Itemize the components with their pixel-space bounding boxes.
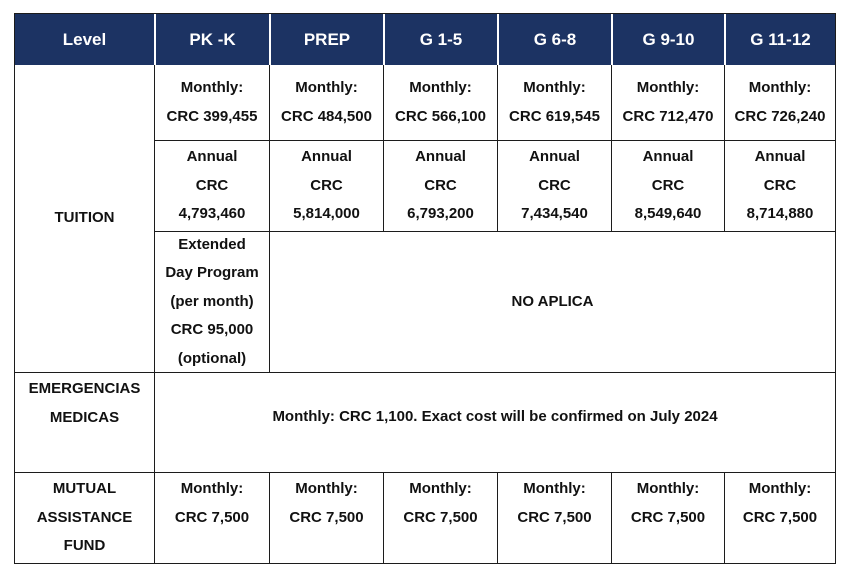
header-col-label: PK -K (189, 29, 236, 49)
monthly-label: Monthly: (748, 79, 812, 96)
emergencias-label-line: MEDICAS (49, 408, 120, 426)
header-prep (269, 14, 383, 65)
header-pk-k (154, 14, 269, 65)
monthly-label: Monthly: (409, 79, 472, 96)
tuition-label (15, 65, 154, 372)
monthly-value: CRC 712,470 (622, 107, 714, 125)
header-col-label: PREP (303, 29, 351, 49)
mutual-prep (269, 472, 383, 563)
tuition-annual-g6-8 (497, 140, 611, 231)
tuition-monthly-g11-12 (724, 65, 835, 140)
annual-currency: CRC (651, 176, 685, 194)
tuition-monthly-g9-10 (611, 65, 724, 140)
mutual-label-line: MUTUAL (52, 480, 117, 498)
tuition-monthly-prep (269, 65, 383, 140)
annual-label: Annual (529, 148, 580, 166)
tuition-annual-g11-12 (724, 140, 835, 231)
annual-label: Annual (754, 148, 806, 166)
annual-currency: CRC (424, 176, 457, 194)
header-g11-12 (724, 14, 835, 65)
annual-label: Annual (186, 148, 238, 166)
extended-day-program (154, 231, 269, 372)
tuition-annual-prep (269, 140, 383, 231)
annual-value: 8,714,880 (746, 205, 814, 223)
header-col-label: G 9-10 (642, 29, 695, 49)
monthly-label: Monthly: (636, 480, 700, 497)
tuition-monthly-g6-8 (497, 65, 611, 140)
extended-line: Day Program (165, 264, 259, 282)
extended-line: Extended (178, 235, 246, 253)
mutual-pk-k (154, 472, 269, 563)
annual-value: 4,793,460 (178, 205, 246, 223)
mutual-label-line: FUND (63, 537, 106, 555)
header-col-label: G 6-8 (533, 29, 577, 49)
annual-label: Annual (301, 148, 352, 166)
emergencias-text: Monthly: CRC 1,100. Exact cost will be confirmed on July 2024 (272, 408, 718, 425)
annual-value: 5,814,000 (293, 205, 360, 223)
tuition-monthly-pk-k (154, 65, 269, 140)
mutual-label-line: ASSISTANCE (36, 508, 133, 526)
annual-value: 7,434,540 (521, 205, 588, 223)
monthly-label: Monthly: (523, 79, 586, 96)
tuition-monthly-g1-5 (383, 65, 497, 140)
mutual-value: CRC 7,500 (630, 508, 706, 526)
monthly-label: Monthly: (748, 480, 812, 497)
monthly-value: CRC 399,455 (166, 107, 258, 125)
header-level (15, 14, 154, 65)
header-g9-10 (611, 14, 724, 65)
annual-value: 8,549,640 (634, 205, 702, 223)
mutual-value: CRC 7,500 (517, 508, 592, 526)
mutual-value: CRC 7,500 (174, 508, 250, 526)
not-applicable-cell (269, 231, 835, 372)
monthly-label: Monthly: (523, 480, 586, 497)
mutual-g6-8 (497, 472, 611, 563)
not-applicable-text: NO APLICA (511, 292, 594, 310)
emergencias-label (15, 372, 154, 472)
monthly-label: Monthly: (295, 79, 358, 96)
annual-label: Annual (642, 148, 694, 166)
tuition-annual-g1-5 (383, 140, 497, 231)
monthly-value: CRC 619,545 (509, 107, 600, 125)
monthly-label: Monthly: (180, 79, 244, 96)
monthly-label: Monthly: (180, 480, 244, 497)
emergencias-value (154, 372, 835, 472)
monthly-label: Monthly: (295, 480, 358, 497)
annual-currency: CRC (310, 176, 343, 194)
monthly-value: CRC 726,240 (734, 107, 826, 125)
annual-currency: CRC (195, 176, 229, 194)
tuition-label-text: TUITION (54, 209, 115, 227)
extended-line: CRC 95,000 (170, 321, 254, 339)
emergencias-label-line: EMERGENCIAS (28, 380, 141, 397)
mutual-g9-10 (611, 472, 724, 563)
header-g1-5 (383, 14, 497, 65)
annual-label: Annual (415, 148, 466, 166)
extended-line: (per month) (170, 292, 254, 310)
mutual-value: CRC 7,500 (403, 508, 478, 526)
header-col-label: G 1-5 (419, 29, 463, 49)
monthly-label: Monthly: (409, 480, 472, 497)
mutual-value: CRC 7,500 (742, 508, 818, 526)
mutual-g1-5 (383, 472, 497, 563)
tuition-annual-g9-10 (611, 140, 724, 231)
mutual-value: CRC 7,500 (289, 508, 364, 526)
monthly-value: CRC 484,500 (281, 107, 372, 125)
monthly-label: Monthly: (636, 79, 700, 96)
annual-currency: CRC (538, 176, 571, 194)
annual-value: 6,793,200 (407, 205, 474, 223)
extended-line: (optional) (177, 349, 247, 367)
mutual-label (15, 472, 154, 563)
tuition-annual-pk-k (154, 140, 269, 231)
annual-currency: CRC (763, 176, 797, 194)
mutual-g11-12 (724, 472, 835, 563)
header-level-label: Level (62, 29, 107, 49)
header-col-label: G 11-12 (750, 29, 811, 49)
header-g6-8 (497, 14, 611, 65)
monthly-value: CRC 566,100 (395, 107, 486, 125)
